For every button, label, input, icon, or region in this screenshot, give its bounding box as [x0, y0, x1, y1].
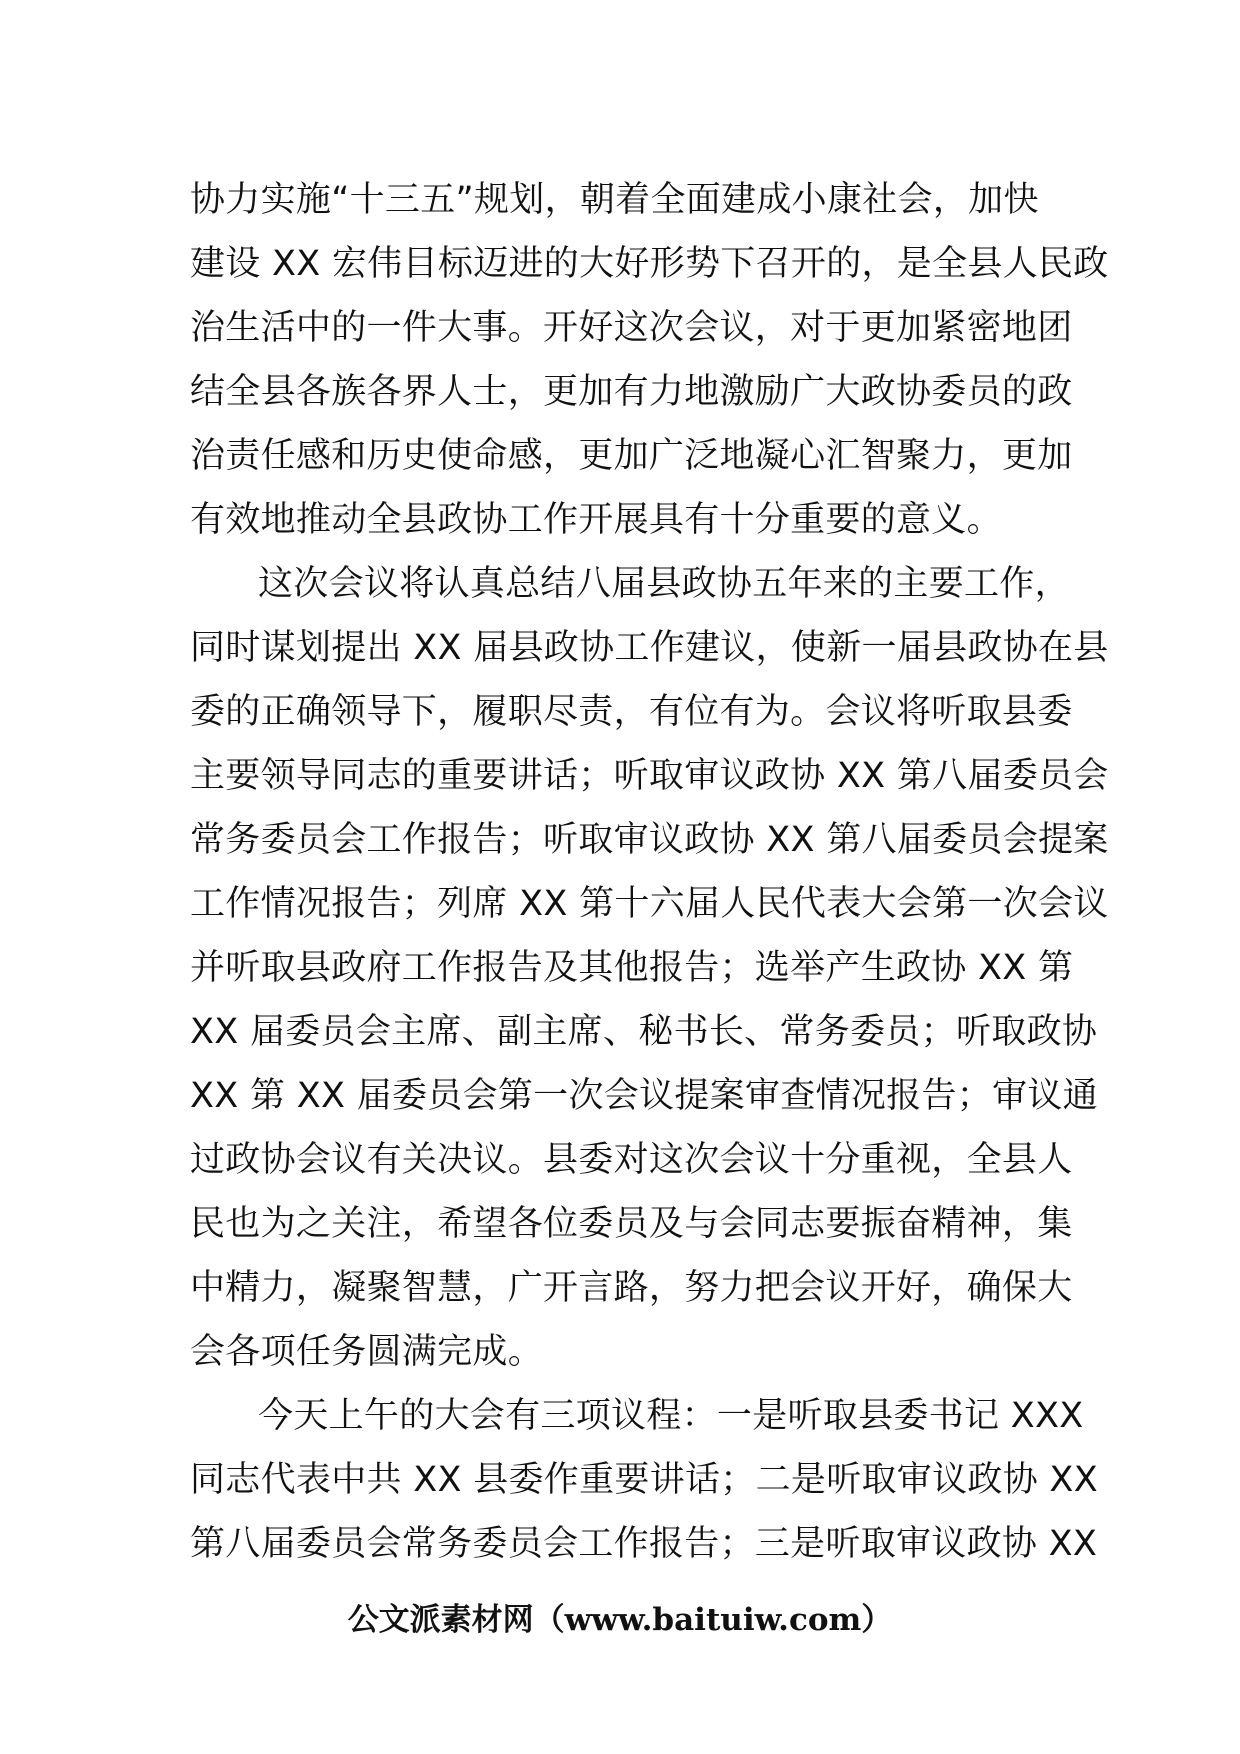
text-line: 治责任感和历史使命感，更加广泛地凝心汇智聚力，更加 [190, 436, 1073, 476]
text-line-indented: 这次会议将认真总结八届县政协五年来的主要工作， [258, 564, 1070, 604]
paragraph-2 [190, 552, 1109, 1384]
text-line: 同时谋划提出 XX 届县政协工作建议，使新一届县政协在县 [190, 628, 1109, 668]
text-line: 协力实施“十三五”规划，朝着全面建成小康社会，加快 [190, 180, 1039, 220]
page-footer: 公文派素材网（www.baituiw.com） [347, 1602, 893, 1638]
text-line: 过政协会议有关决议。县委对这次会议十分重视，全县人 [190, 1140, 1073, 1180]
paragraph-3 [190, 1384, 1098, 1576]
text-line: XX 届委员会主席、副主席、秘书长、常务委员；听取政协 [190, 1012, 1098, 1052]
text-line: XX 第 XX 届委员会第一次会议提案审查情况报告；审议通 [190, 1076, 1098, 1116]
text-line: 第八届委员会常务委员会工作报告；三是听取审议政协 XX [190, 1524, 1098, 1564]
text-line: 建设 XX 宏伟目标迈进的大好形势下召开的，是全县人民政 [190, 244, 1109, 284]
text-line: 结全县各族各界人士，更加有力地激励广大政协委员的政 [190, 372, 1073, 412]
text-line: 主要领导同志的重要讲话；听取审议政协 XX 第八届委员会 [190, 756, 1109, 796]
text-line: 常务委员会工作报告；听取审议政协 XX 第八届委员会提案 [190, 820, 1109, 860]
text-line: 有效地推动全县政协工作开展具有十分重要的意义。 [190, 500, 1002, 540]
text-line: 同志代表中共 XX 县委作重要讲话；二是听取审议政协 XX [190, 1460, 1098, 1500]
text-line: 并听取县政府工作报告及其他报告；选举产生政协 XX 第 [190, 948, 1074, 988]
text-line: 工作情况报告；列席 XX 第十六届人民代表大会第一次会议 [190, 884, 1109, 924]
body-text [190, 168, 1109, 1576]
text-line: 民也为之关注，希望各位委员及与会同志要振奋精神，集 [190, 1204, 1073, 1244]
text-line: 会各项任务圆满完成。 [190, 1332, 544, 1372]
paragraph-1 [190, 168, 1109, 552]
text-line: 中精力，凝聚智慧，广开言路，努力把会议开好，确保大 [190, 1268, 1073, 1308]
text-line-indented: 今天上午的大会有三项议程：一是听取县委书记 XXX [258, 1396, 1084, 1436]
text-line: 委的正确领导下，履职尽责，有位有为。会议将听取县委 [190, 692, 1073, 732]
text-line: 治生活中的一件大事。开好这次会议，对于更加紧密地团 [190, 308, 1073, 348]
